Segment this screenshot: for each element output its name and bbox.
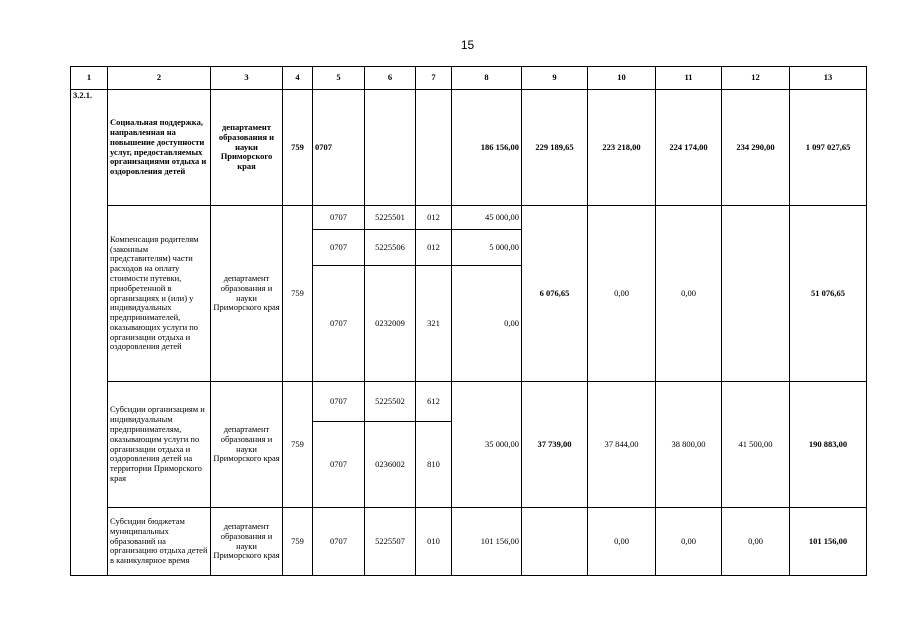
header-cell: 6 [365, 67, 416, 90]
value-col12: 0,00 [722, 508, 790, 576]
item-csr: 5225501 [365, 206, 416, 230]
item-rzpr: 0707 [313, 230, 365, 266]
value-col13: 101 156,00 [790, 508, 867, 576]
item-grbs: 759 [283, 382, 313, 508]
item-org: департамент образования и науки Приморского края [211, 90, 283, 206]
item-name: Субсидии бюджетам муниципальных образований на организацию отдыха детей в каникулярное время [108, 508, 211, 576]
value-col8: 101 156,00 [452, 508, 522, 576]
header-cell: 10 [588, 67, 656, 90]
item-vr: 810 [416, 422, 452, 508]
value-col8: 45 000,00 [452, 206, 522, 230]
item-grbs: 759 [283, 508, 313, 576]
item-org: департамент образования и науки Приморского края [211, 382, 283, 508]
value-col11: 224 174,00 [656, 90, 722, 206]
item-grbs: 759 [283, 90, 313, 206]
value-col10: 37 844,00 [588, 382, 656, 508]
value-col13: 1 097 027,65 [790, 90, 867, 206]
item-rzpr: 0707 [313, 382, 365, 422]
header-cell: 2 [108, 67, 211, 90]
value-col12: 234 290,00 [722, 90, 790, 206]
item-vr: 321 [416, 266, 452, 382]
value-col8: 0,00 [452, 266, 522, 382]
table-row [71, 90, 867, 206]
header-cell: 5 [313, 67, 365, 90]
page-number: 15 [460, 38, 475, 52]
value-col13: 190 883,00 [790, 382, 867, 508]
header-cell: 12 [722, 67, 790, 90]
item-vr: 612 [416, 382, 452, 422]
item-vr [416, 90, 452, 206]
item-csr: 5225502 [365, 382, 416, 422]
table-row [71, 508, 867, 576]
value-col8: 186 156,00 [452, 90, 522, 206]
item-name: Социальная поддержка, направленная на повышение доступности услуг, предоставляемых организациями отдыха и оздоровления детей [108, 90, 211, 206]
budget-table [70, 66, 867, 576]
header-cell: 9 [522, 67, 588, 90]
item-csr: 5225506 [365, 230, 416, 266]
header-cell: 8 [452, 67, 522, 90]
header-row [71, 67, 867, 90]
item-grbs: 759 [283, 206, 313, 382]
header-cell: 11 [656, 67, 722, 90]
value-col9: 37 739,00 [522, 382, 588, 508]
item-csr: 0232009 [365, 266, 416, 382]
header-cell: 1 [71, 67, 108, 90]
value-col9 [522, 508, 588, 576]
item-csr: 0236002 [365, 422, 416, 508]
item-rzpr: 0707 [313, 508, 365, 576]
value-col9: 6 076,65 [522, 206, 588, 382]
item-csr: 5225507 [365, 508, 416, 576]
value-col11: 38 800,00 [656, 382, 722, 508]
header-cell: 13 [790, 67, 867, 90]
value-col12: 41 500,00 [722, 382, 790, 508]
item-vr: 012 [416, 206, 452, 230]
value-col8: 5 000,00 [452, 230, 522, 266]
item-name: Субсидии организациям и индивидуальным предпринимателям, оказывающим услуги по организации отдыха и оздоровления детей на территории Приморского края [108, 382, 211, 508]
item-rzpr: 0707 [313, 266, 365, 382]
table-row [71, 382, 867, 422]
item-org: департамент образования и науки Приморского края [211, 508, 283, 576]
value-col9: 229 189,65 [522, 90, 588, 206]
item-name: Компенсация родителям (законным представителям) части расходов на оплату стоимости путевки, приобретенной в организациях и (или) у индивидуальных предпринимателей, оказывающих услуги по организации отдыха и оздоровления детей [108, 206, 211, 382]
header-cell: 4 [283, 67, 313, 90]
value-col10: 223 218,00 [588, 90, 656, 206]
item-vr: 012 [416, 230, 452, 266]
value-col11: 0,00 [656, 508, 722, 576]
item-rzpr: 0707 [313, 422, 365, 508]
value-col10: 0,00 [588, 206, 656, 382]
section-code: 3.2.1. [71, 90, 108, 576]
table-row [71, 206, 867, 230]
item-rzpr: 0707 [313, 206, 365, 230]
item-vr: 010 [416, 508, 452, 576]
header-cell: 7 [416, 67, 452, 90]
header-cell: 3 [211, 67, 283, 90]
value-col8: 35 000,00 [452, 382, 522, 508]
item-csr [365, 90, 416, 206]
item-rzpr: 0707 [313, 90, 365, 206]
value-col11: 0,00 [656, 206, 722, 382]
value-col10: 0,00 [588, 508, 656, 576]
value-col13: 51 076,65 [790, 206, 867, 382]
item-org: департамент образования и науки Приморского края [211, 206, 283, 382]
value-col12 [722, 206, 790, 382]
